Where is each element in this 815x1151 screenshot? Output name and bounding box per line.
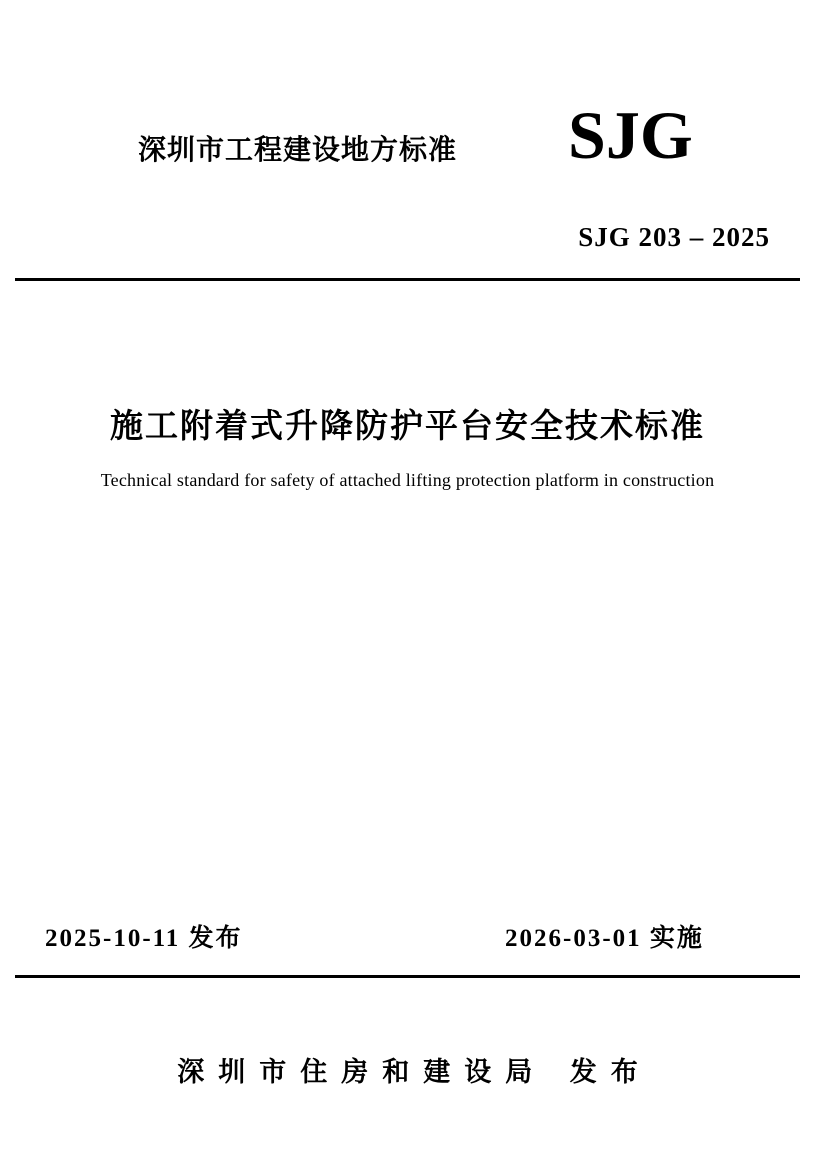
page-title-english: Technical standard for safety of attached lifting protection platform in construction (100, 470, 715, 490)
issue-date: 2025-10-11 发布 (45, 925, 243, 952)
publisher-label: 深圳市住房和建设局 发布 (177, 1057, 652, 1088)
effective-date: 2026-03-01 实施 (505, 925, 704, 952)
dates-block (0, 918, 815, 958)
standard-number: SJG 203 – 2025 (578, 222, 770, 252)
divider-top (15, 278, 800, 281)
header-block (0, 96, 815, 196)
page-title-chinese: 施工附着式升降防护平台安全技术标准 (110, 406, 705, 445)
sjg-logo: SJG (568, 97, 693, 173)
standard-category-label: 深圳市工程建设地方标准 (138, 133, 458, 166)
divider-bottom (15, 975, 800, 978)
